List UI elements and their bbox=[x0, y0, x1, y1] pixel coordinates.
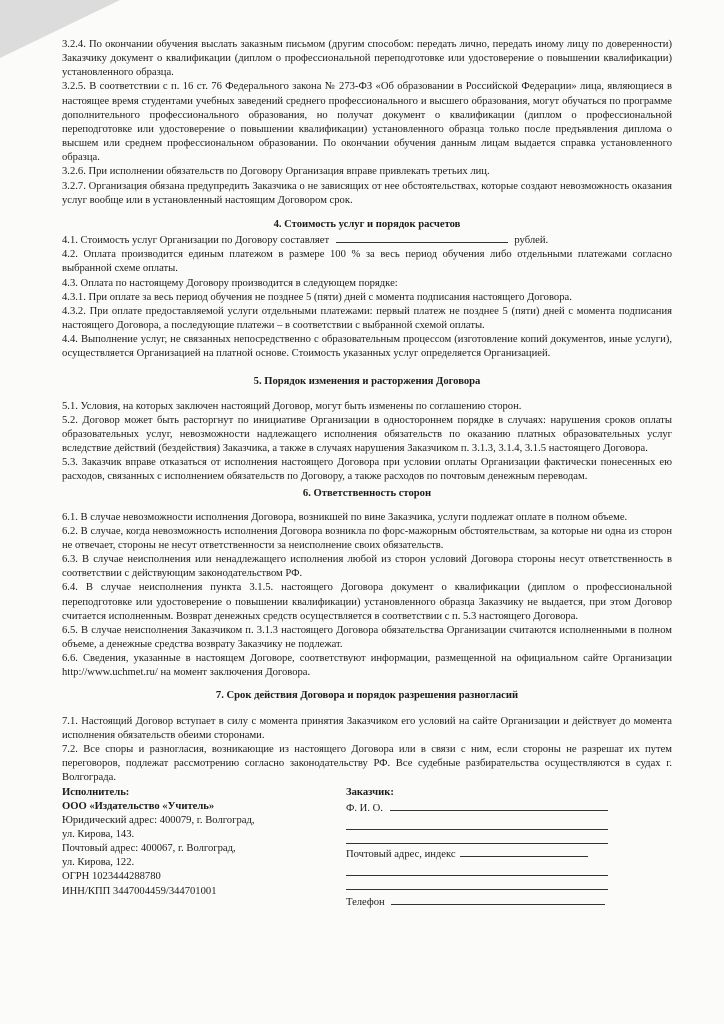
clause-6-5: 6.5. В случае неисполнения Заказчиком п. 3.1.3 настоящего Договора обязательства Организации считаются исполненными в полном объеме, а денежные средства возврату Заказчику не подлежат. bbox=[62, 624, 672, 651]
executor-postal-address-2: ул. Кирова, 122. bbox=[62, 857, 135, 869]
clause-5-2: 5.2. Договор может быть расторгнут по инициативе Организации в одностороннем порядке в случаях: нарушения сроков оплаты образовательных услуг, невозможности надлежащего исполнения обязательств по оказанию платных образовательных услуг вследствие действий (бездействия) Заказчика, а также в случаях нарушения Заказчиком п. 3.1.3, 3.1.4, 3.1.5 настоящего Договора. bbox=[62, 414, 672, 455]
customer-blank-line[interactable] bbox=[346, 862, 608, 876]
clause-6-4: 6.4. В случае неисполнения пункта 3.1.5. настоящего Договора документ о квалификации (диплом о профессиональной переподготовке или удостоверение о повышении квалификации) установленного образца Заказчику не выдается, при этом Договор считается исполненным. Возврат денежных средств осуществляется в соответствии с п. 5.3 настоящего Договора. bbox=[62, 582, 672, 622]
clause-4-2: 4.2. Оплата производится единым платежом в размере 100 % за весь период обучения либо отдельными платежами согласно выбранной схеме оплаты. bbox=[62, 249, 672, 275]
customer-blank-line[interactable] bbox=[346, 816, 608, 830]
section-4-heading: 4. Стоимость услуг и порядок расчетов bbox=[273, 218, 461, 230]
section-6-heading: 6. Ответственность сторон bbox=[302, 487, 432, 499]
customer-phone-blank[interactable] bbox=[391, 894, 605, 905]
customer-fio-blank[interactable] bbox=[390, 800, 608, 811]
customer-phone-row bbox=[346, 894, 672, 910]
clause-5-3: 5.3. Заказчик вправе отказаться от исполнения настоящего Договора при условии оплаты Организации фактически понесенных ею расходов, связанных с исполнением обязательств по Договору, а также расходов по почтовым денежным переводам. bbox=[62, 457, 672, 483]
customer-postal-label: Почтовый адрес, индекс bbox=[346, 848, 456, 860]
clause-3-2-4: 3.2.4. По окончании обучения выслать заказным письмом (другим способом: передать лично, передать иному лицу по доверенности) Заказчику документ о квалификации (диплом о профессиональной переподготовке или удостоверение о повышении квалификации) установленного образца. bbox=[62, 39, 672, 79]
executor-legal-address-2: ул. Кирова, 143. bbox=[62, 828, 135, 840]
customer-title: Заказчик: bbox=[346, 786, 394, 798]
customer-details bbox=[346, 786, 672, 911]
executor-postal-address-1: Почтовый адрес: 400067, г. Волгоград, bbox=[62, 843, 236, 855]
executor-details bbox=[62, 786, 346, 911]
clause-3-2-7: 3.2.7. Организация обязана предупредить Заказчика о не зависящих от нее обстоятельствах, которые создают невозможность оказания услуг вообще или в установленный настоящим Договором срок. bbox=[62, 180, 672, 206]
executor-org: ООО «Издательство «Учитель» bbox=[62, 800, 215, 812]
executor-inn-kpp: ИНН/КПП 3447004459/344701001 bbox=[62, 885, 217, 897]
customer-postal-row bbox=[346, 846, 672, 862]
executor-ogrn: ОГРН 1023444288780 bbox=[62, 871, 161, 883]
customer-fio-label: Ф. И. О. bbox=[346, 802, 383, 814]
clause-4-1-currency: рублей. bbox=[514, 235, 549, 247]
clause-7-1: 7.1. Настоящий Договор вступает в силу с момента принятия Заказчиком его условий на сайте Организации и действует до момента исполнения обязательств обеими сторонами. bbox=[62, 715, 672, 741]
clause-6-1: 6.1. В случае невозможности исполнения Договора, возникшей по вине Заказчика, услуги подлежат оплате в полном объеме. bbox=[62, 511, 628, 523]
customer-phone-label: Телефон bbox=[346, 896, 385, 908]
clause-7-2: 7.2. Все споры и разногласия, возникающие из настоящего Договора или в связи с ним, если стороны не разрешат их путем переговоров, подлежат рассмотрению согласно законодательству РФ. Все судебные разбирательства осуществляются в судах г. Волгограда. bbox=[62, 744, 672, 784]
clause-3-2-6: 3.2.6. При исполнении обязательств по Договору Организация вправе привлекать третьих лиц. bbox=[62, 166, 490, 178]
customer-postal-blank[interactable] bbox=[460, 846, 588, 857]
section-7-heading: 7. Срок действия Договора и порядок разрешения разногласий bbox=[215, 689, 519, 701]
price-blank[interactable] bbox=[336, 232, 508, 243]
customer-blank-line[interactable] bbox=[346, 876, 608, 890]
contract-text bbox=[62, 38, 672, 910]
clause-5-1: 5.1. Условия, на которых заключен настоящий Договор, могут быть изменены по соглашению сторон. bbox=[62, 400, 522, 412]
clause-4-3-2: 4.3.2. При оплате предоставляемой услуги отдельными платежами: первый платеж не позднее 5 (пяти) дней с момента подписания настоящего Договора, а последующие платежи – в соответствии с выбранной схемой оплаты. bbox=[62, 305, 672, 331]
executor-title: Исполнитель: bbox=[62, 786, 130, 798]
customer-blank-line[interactable] bbox=[346, 830, 608, 844]
customer-fio-row bbox=[346, 800, 672, 816]
clause-4-3-1: 4.3.1. При оплате за весь период обучения не позднее 5 (пяти) дней с момента подписания настоящего Договора. bbox=[62, 291, 572, 303]
clause-3-2-5: 3.2.5. В соответствии с п. 16 ст. 76 Федерального закона № 273-ФЗ «Об образовании в Российской Федерации» лица, являющиеся в настоящее время студентами учебных заведений среднего профессионального и высшего образования, могут обучаться по программе дополнительного профессионального образования, но получат документ о квалификации (диплом о профессиональной переподготовке или удостоверение о повышении квалификации) установленного образца только после предъявления диплома о высшем или среднем профессиональном образовании. По окончании обучения данным лицам выдается справка установленного образца. bbox=[62, 81, 672, 164]
clause-4-3: 4.3. Оплата по настоящему Договору производится в следующем порядке: bbox=[62, 277, 398, 289]
clause-4-1 bbox=[62, 232, 672, 248]
clause-4-1-text: 4.1. Стоимость услуг Организации по Договору составляет bbox=[62, 235, 330, 247]
clause-6-2: 6.2. В случае, когда невозможность исполнения Договора возникла по форс-мажорным обстоятельствам, за которые ни одна из сторон не отвечает, стороны не несут ответственности за неисполнение своих обязательств. bbox=[62, 525, 672, 551]
executor-legal-address-1: Юридический адрес: 400079, г. Волгоград, bbox=[62, 814, 255, 826]
signature-block bbox=[62, 786, 672, 911]
section-5-heading: 5. Порядок изменения и расторжения Договора bbox=[253, 376, 481, 388]
clause-4-4: 4.4. Выполнение услуг, не связанных непосредственно с образовательным процессом (изготовление копий документов, иные услуги), осуществляется Организацией на платной основе. Стоимость указанных услуг определяется Организацией. bbox=[62, 334, 672, 360]
clause-6-3: 6.3. В случае неисполнения или ненадлежащего исполнения любой из сторон условий Договора стороны несут ответственность в соответствии с действующим законодательством РФ. bbox=[62, 554, 672, 580]
clause-6-6: 6.6. Сведения, указанные в настоящем Договоре, соответствуют информации, размещенной на официальном сайте Организации http://www.uchmet.ru/ на момент заключения Договора. bbox=[62, 653, 672, 679]
